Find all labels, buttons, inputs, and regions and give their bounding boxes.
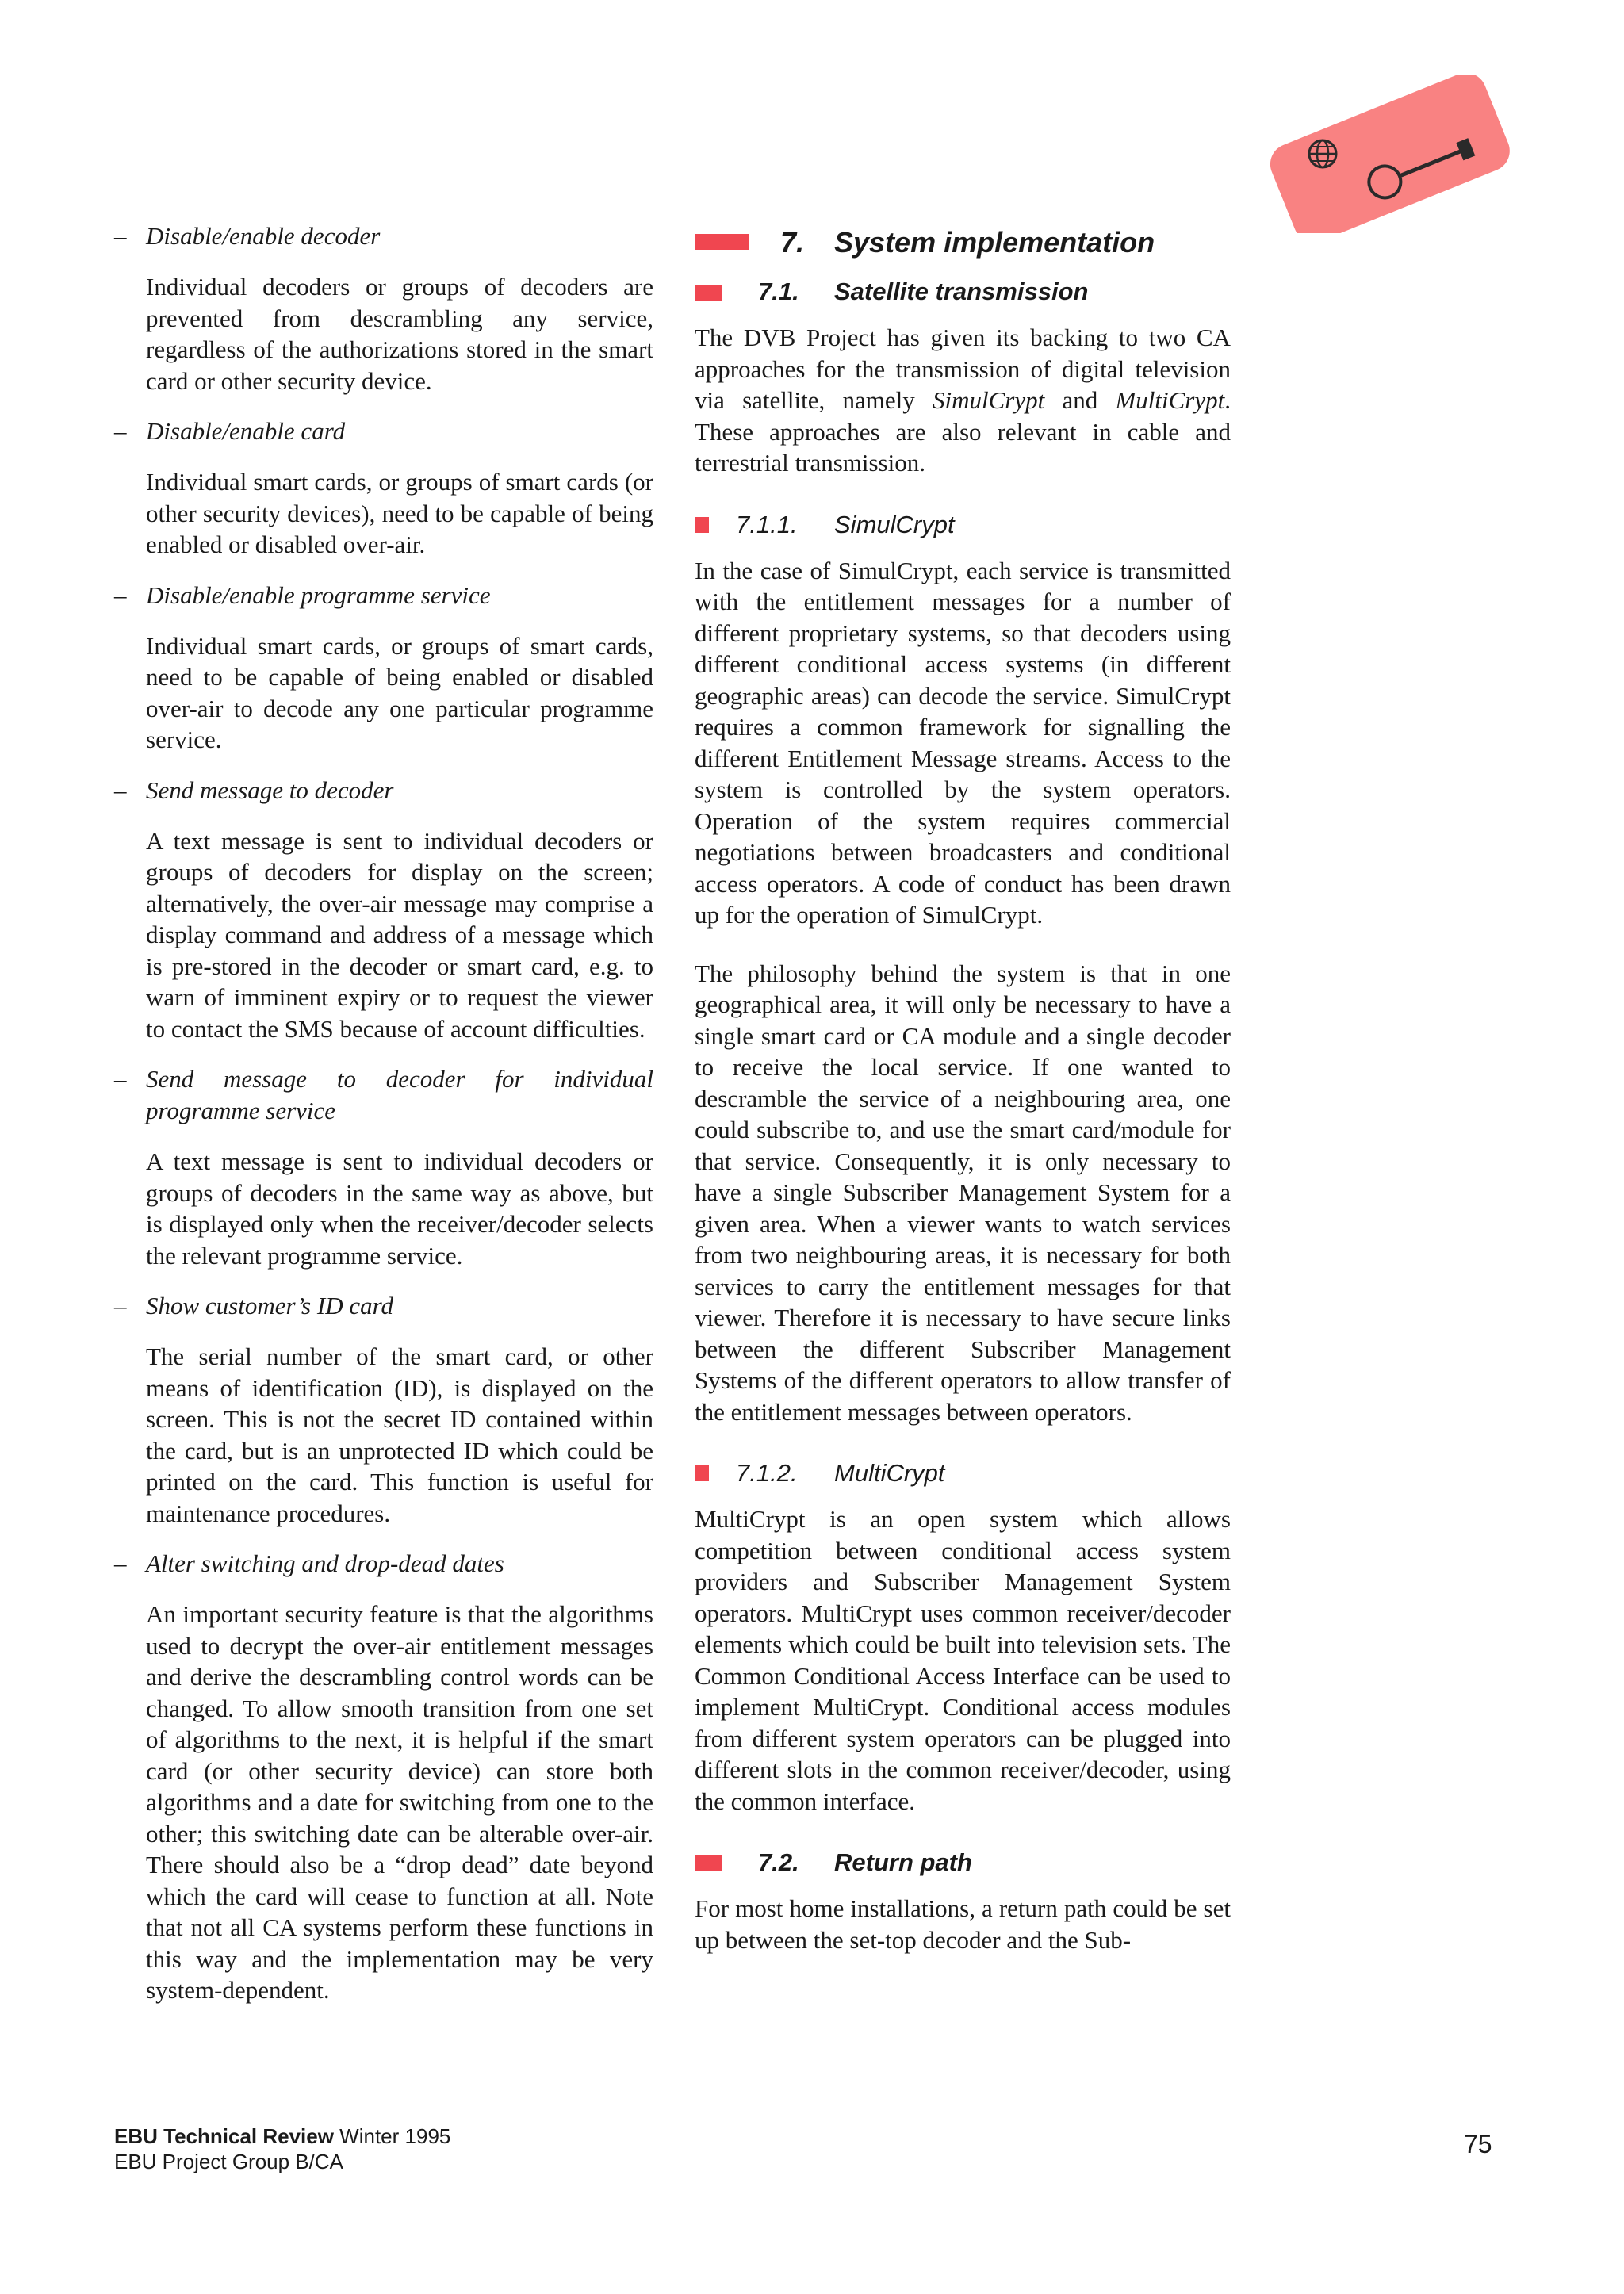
section-title: System implementation <box>834 226 1155 259</box>
page-footer <box>114 2124 450 2174</box>
footer-brand: EBU Technical Review <box>114 2124 334 2148</box>
list-item-body: Individual smart cards, or groups of smart cards, need to be capable of being enabled or disabled over-air to decode any one particular programme service. <box>146 631 653 753</box>
list-item-body: A text message is sent to individual decoders or groups of decoders for display on the screen; alternatively, the over-air message may comprise a display command and address of a message which is pre-stored in the decoder or smart card, e.g. to warn of imminent expiry or to request the viewer to contact the SMS because of account difficulties. <box>146 826 653 1043</box>
dash-bullet: – <box>114 580 127 609</box>
section-heading-7-1-1 <box>695 506 1231 544</box>
section-marker <box>695 517 709 533</box>
section-heading-7-1 <box>695 273 1231 311</box>
item-heading-text: Disable/enable programme service <box>146 580 491 609</box>
item-heading-text: Disable/enable card <box>146 417 346 445</box>
list-item-heading <box>114 1063 653 1127</box>
paragraph-text: . These approaches are also relevant in cable and terrestrial transmission. <box>695 386 1231 477</box>
list-item-body: Individual decoders or groups of decoders are prevented from descrambling any service, regardless of the authorizations stored in the smart card or other security device. <box>146 273 653 395</box>
paragraph-7-1-1-a: In the case of SimulCrypt, each service is transmitted with the entitlement messages for a number of different proprietary systems, so that decoders using different conditional access systems (in different geographic areas) can decode the service. SimulCrypt requires a common framework for signalling the different Entitlement Message streams. Access to the system is controlled by the system operators. Operation of the system requires commercial negotiations between broadcasters and conditional access operators. A code of conduct has been drawn up for the operation of SimulCrypt. <box>695 556 1231 929</box>
section-marker <box>695 285 722 301</box>
footer-issue: Winter 1995 <box>333 2124 451 2148</box>
smart-card-graphic <box>1258 75 1519 233</box>
dash-bullet: – <box>114 417 127 445</box>
section-title: SimulCrypt <box>834 510 955 538</box>
section-number: 7.1.1. <box>736 510 798 538</box>
section-number: 7.1.2. <box>736 1459 798 1487</box>
list-item-heading <box>114 580 653 611</box>
list-item-body: Individual smart cards, or groups of smart cards (or other security devices), need to be capable of being enabled or disabled over-air. <box>146 468 653 558</box>
paragraph-7-1-1-b: The philosophy behind the system is that in one geographical area, it will only be necessary to have a single smart card or CA module and a single decoder to receive the local service. If one wanted to descramble the service of a neighbouring area, one could subscribe to, and use the smart card/module for that service. Consequently, it is only necessary to have a single Subscriber Management System for a given area. When a viewer wants to watch services from two neighbouring areas, it is necessary for both services to carry the entitlement messages for that viewer. Therefore it is necessary to have secure links between the different Subscriber Management Systems of the different operators to allow transfer of the entitlement messages between operators. <box>695 959 1231 1426</box>
item-heading-text: Send message to decoder <box>146 776 394 804</box>
section-marker <box>695 234 749 250</box>
item-heading-text: Disable/enable decoder <box>146 222 381 250</box>
right-column <box>695 220 1231 1982</box>
section-heading-7-2 <box>695 1844 1231 1882</box>
dash-bullet: – <box>114 776 127 804</box>
section-title: Satellite transmission <box>834 278 1089 305</box>
dash-bullet: – <box>114 222 127 250</box>
section-number: 7.2. <box>758 1848 799 1876</box>
dash-bullet: – <box>114 1065 127 1093</box>
paragraph-7-1 <box>695 322 1231 479</box>
term-simulcrypt: SimulCrypt <box>933 386 1045 414</box>
section-marker <box>695 1855 722 1871</box>
item-heading-text: Show customer’s ID card <box>146 1292 393 1319</box>
left-column <box>114 220 653 2025</box>
list-item-body: An important security feature is that the algorithms used to decrypt the over-air entitlement messages and derive the descrambling control words can be changed. To allow smooth transition from one set of algorithms to the next, it is helpful if the smart card (or other security device) can store both algorithms and a date for switching from one to the other; this switching date can be alterable over-air. There should also be a “drop dead” date beyond which the card will cease to function at all. Note that not all CA systems perform these functions in this way and the implementation may be very system-dependent. <box>146 1600 653 2004</box>
section-heading-7-1-2 <box>695 1454 1231 1492</box>
list-item-heading <box>114 1290 653 1322</box>
list-item-body: The serial number of the smart card, or other means of identification (ID), is displayed on the screen. This is not the secret ID contained within the card, but is an unprotected ID which could be printed on the card. This function is useful for maintenance procedures. <box>146 1342 653 1527</box>
list-item-heading <box>114 775 653 806</box>
dash-bullet: – <box>114 1549 127 1577</box>
item-heading-text: Alter switching and drop-dead dates <box>146 1549 504 1577</box>
section-number: 7.1. <box>758 278 799 305</box>
paragraph-7-1-2: MultiCrypt is an open system which allows competition between conditional access system providers and Subscriber Management System operators. MultiCrypt uses common receiver/decoder elements which could be built into television sets. The Common Conditional Access Interface can be used to implement MultiCrypt. Conditional access modules from different system operators can be plugged into different slots in the common receiver/decoder, using the common interface. <box>695 1505 1231 1815</box>
section-title: MultiCrypt <box>834 1459 945 1487</box>
list-item-heading <box>114 1548 653 1580</box>
section-number: 7. <box>780 226 805 259</box>
footer-group: EBU Project Group B/CA <box>114 2150 343 2173</box>
list-item-body: A text message is sent to individual decoders or groups of decoders in the same way as above, but is displayed only when the receiver/decoder selects the relevant programme service. <box>146 1147 653 1270</box>
paragraph-7-2: For most home installations, a return path could be set up between the set-top decoder and the Sub- <box>695 1894 1231 1954</box>
page-number: 75 <box>1464 2130 1492 2158</box>
item-heading-text: Send message to decoder for individual programme service <box>146 1065 653 1124</box>
term-multicrypt: MultiCrypt <box>1115 386 1225 414</box>
list-item-heading <box>114 416 653 447</box>
section-marker <box>695 1465 709 1481</box>
section-heading-7 <box>695 220 1231 265</box>
dash-bullet: – <box>114 1292 127 1319</box>
footer-publication <box>114 2124 450 2149</box>
paragraph-text: The DVB Project has given its backing to two CA approaches for the transmission of digital television via satellite, namely <box>695 324 1231 414</box>
section-title: Return path <box>834 1848 972 1876</box>
list-item-heading <box>114 220 653 252</box>
paragraph-text: and <box>1044 386 1116 414</box>
